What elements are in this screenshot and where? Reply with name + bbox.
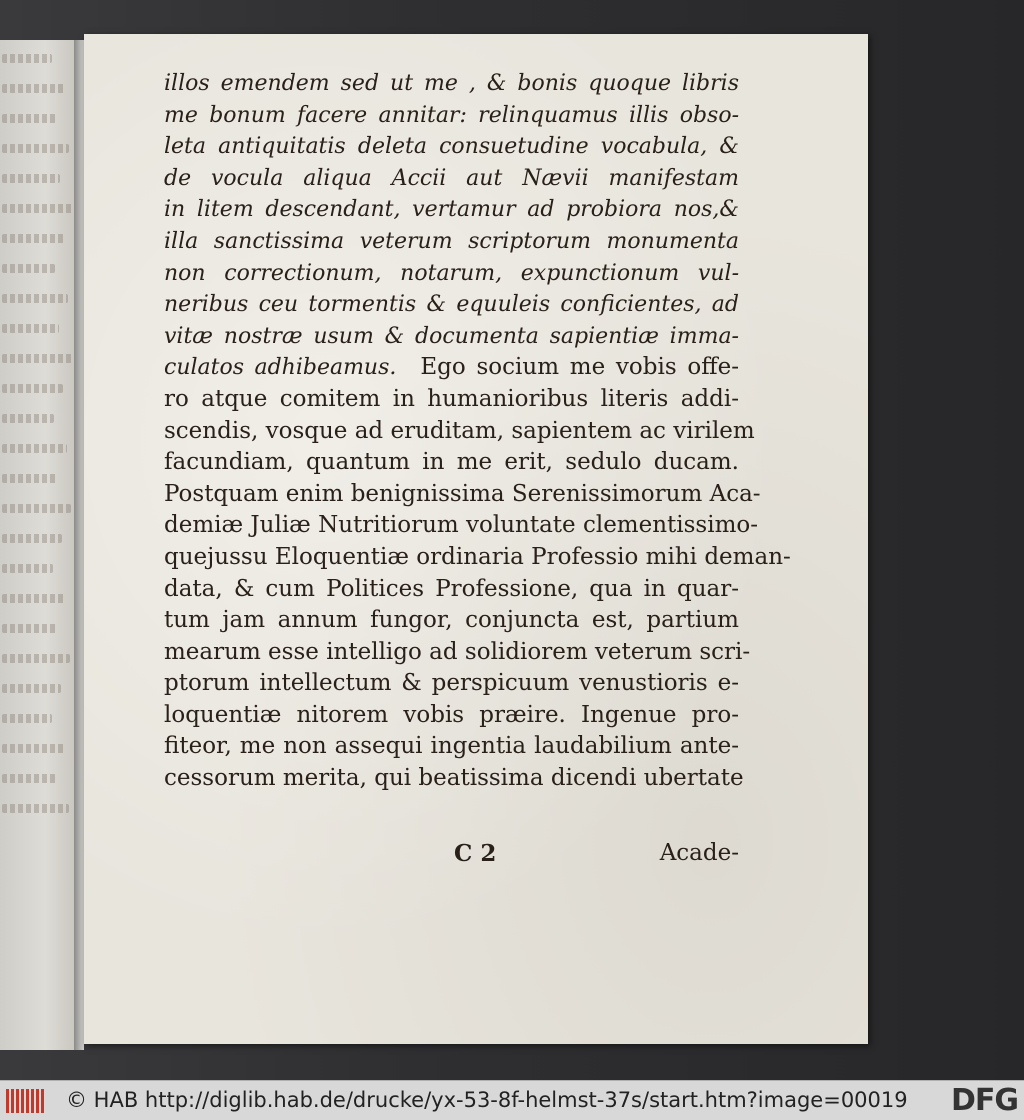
text-line: cessorum merita, qui beatissima dicendi ubertate (164, 765, 744, 792)
text-line: data, & cum Politices Professione, qua in quar- (164, 575, 739, 602)
ghost-text-line (2, 414, 54, 423)
ghost-text-line (2, 234, 64, 243)
ghost-text-line (2, 354, 72, 363)
text-line: vitæ nostræ usum & documenta sapientiæ imma- (164, 323, 739, 349)
text-line: facundiam, quantum in me erit, sedulo ducam. (164, 449, 739, 476)
ghost-text-line (2, 174, 60, 183)
copyright-url-text[interactable]: © HAB http://diglib.hab.de/drucke/yx-53-8f-helmst-37s/start.htm?image=00019 (66, 1088, 908, 1112)
ghost-text-line (2, 774, 56, 783)
adjacent-page-edge (0, 40, 78, 1050)
text-line: tum jam annum fungor, conjuncta est, partium (164, 607, 739, 634)
ghost-text-line (2, 654, 70, 663)
signature-mark: C 2 (454, 840, 497, 867)
text-line: loquentiæ nitorem vobis præire. Ingenue pro- (164, 701, 739, 728)
text-line: demiæ Juliæ Nutritiorum voluntate clementissimo- (164, 512, 759, 539)
text-line: ro atque comitem in humanioribus literis addi- (164, 385, 739, 412)
page-footer-marks (164, 840, 739, 874)
ghost-text-line (2, 804, 69, 813)
text-line: illos emendem sed ut me , & bonis quoque libris (164, 71, 739, 96)
text-line-mixed (164, 352, 739, 384)
ghost-text-line (2, 714, 52, 723)
dfg-logo: DFG (950, 1083, 1018, 1118)
viewer-footer-bar (0, 1080, 1024, 1120)
ghost-text-line (2, 564, 53, 573)
text-line: neribus ceu tormentis & equuleis conficientes, ad (164, 292, 739, 318)
ghost-text-line (2, 54, 52, 63)
ghost-text-line (2, 624, 57, 633)
text-line: scendis, vosque ad eruditam, sapientem ac virilem (164, 417, 755, 444)
ghost-text-line (2, 114, 56, 123)
text-line: ptorum intellectum & perspicuum venustioris e- (164, 670, 739, 697)
barcode-icon (6, 1089, 46, 1113)
ghost-text-line (2, 294, 68, 303)
ghost-text-line (2, 384, 63, 393)
ghost-text-line (2, 474, 58, 483)
text-line: fiteor, me non assequi ingentia laudabilium ante- (164, 733, 739, 760)
book-page (84, 34, 868, 1044)
text-line: in litem descendant, vertamur ad probiora nos,& (164, 197, 739, 223)
text-line: leta antiquitatis deleta consuetudine vocabula, & (164, 134, 739, 160)
ghost-text-line (2, 444, 67, 453)
ghost-text-line (2, 84, 65, 93)
ghost-text-line (2, 324, 59, 333)
italic-segment: culatos adhibeamus. (164, 355, 397, 381)
text-line: mearum esse intelligo ad solidiorem veterum scri- (164, 638, 751, 665)
text-line: Postquam enim benignissima Serenissimorum Aca- (164, 480, 761, 507)
roman-segment: Ego socium me vobis offe- (420, 354, 739, 381)
ghost-text-line (2, 264, 55, 273)
ghost-text-line (2, 204, 73, 213)
text-line: illa sanctissima veterum scriptorum monumenta (164, 228, 739, 254)
text-line: non correctionum, notarum, expunctionum vul- (164, 260, 739, 286)
ghost-text-line (2, 534, 62, 543)
ghost-text-line (2, 504, 71, 513)
page-gutter-shadow (74, 40, 84, 1050)
text-line: quejussu Eloquentiæ ordinaria Professio mihi deman- (164, 543, 791, 570)
ghost-text-line (2, 744, 65, 753)
ghost-text-line (2, 684, 61, 693)
text-line: de vocula aliqua Accii aut Nævii manifestam (164, 165, 739, 191)
page-text-block (164, 68, 791, 795)
text-line: me bonum facere annitar: relinquamus illis obso- (164, 102, 739, 128)
catchword: Acade- (659, 840, 739, 866)
ghost-text-line (2, 144, 69, 153)
ghost-text-line (2, 594, 66, 603)
